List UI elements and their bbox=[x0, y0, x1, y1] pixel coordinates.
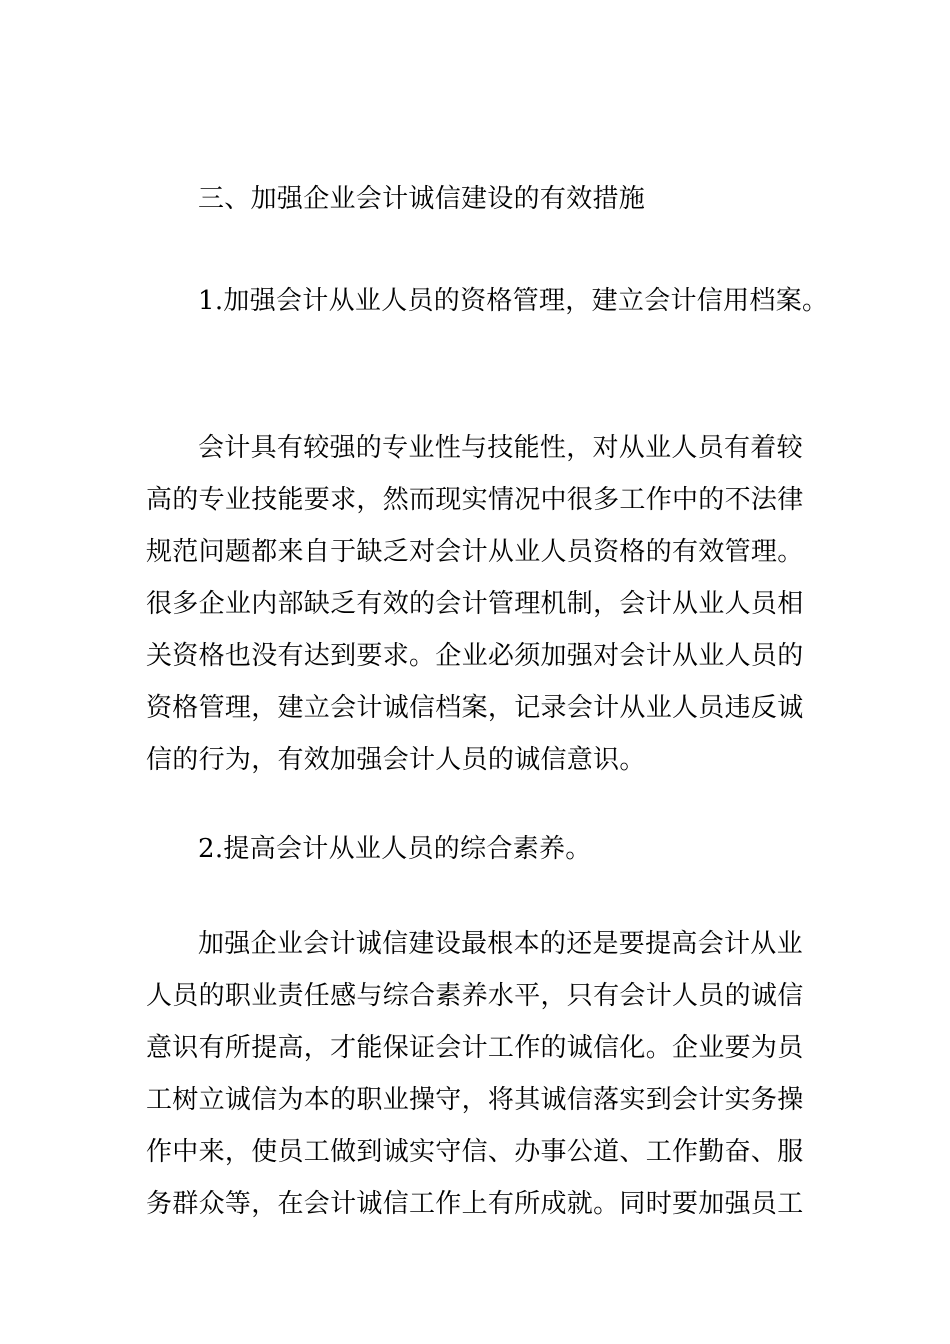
paragraph-line: 很多企业内部缺乏有效的会计管理机制，会计从业人员相 bbox=[146, 589, 804, 619]
paragraph-line: 规范问题都来自于缺乏对会计从业人员资格的有效管理。 bbox=[146, 537, 804, 567]
paragraph-line: 作中来，使员工做到诚实守信、办事公道、工作勤奋、服 bbox=[146, 1137, 804, 1167]
paragraph-line: 工树立诚信为本的职业操守，将其诚信落实到会计实务操 bbox=[146, 1085, 804, 1115]
paragraph-line: 信的行为，有效加强会计人员的诚信意识。 bbox=[146, 745, 646, 775]
paragraph-line: 意识有所提高，才能保证会计工作的诚信化。企业要为员 bbox=[146, 1033, 804, 1063]
section-heading: 三、加强企业会计诚信建设的有效措施 bbox=[198, 184, 646, 214]
paragraph-line: 加强企业会计诚信建设最根本的还是要提高会计从业 bbox=[198, 929, 803, 959]
paragraph-line: 务群众等，在会计诚信工作上有所成就。同时要加强员工 bbox=[146, 1189, 804, 1219]
subheading-1: 1.加强会计从业人员的资格管理，建立会计信用档案。 bbox=[198, 286, 829, 316]
paragraph-line: 关资格也没有达到要求。企业必须加强对会计从业人员的 bbox=[146, 641, 804, 671]
paragraph-line: 会计具有较强的专业性与技能性，对从业人员有着较 bbox=[198, 433, 803, 463]
subheading-2: 2.提高会计从业人员的综合素养。 bbox=[198, 834, 592, 864]
paragraph-line: 人员的职业责任感与综合素养水平，只有会计人员的诚信 bbox=[146, 981, 804, 1011]
paragraph-line: 资格管理，建立会计诚信档案，记录会计从业人员违反诚 bbox=[146, 693, 804, 723]
paragraph-line: 高的专业技能要求，然而现实情况中很多工作中的不法律 bbox=[146, 485, 804, 515]
